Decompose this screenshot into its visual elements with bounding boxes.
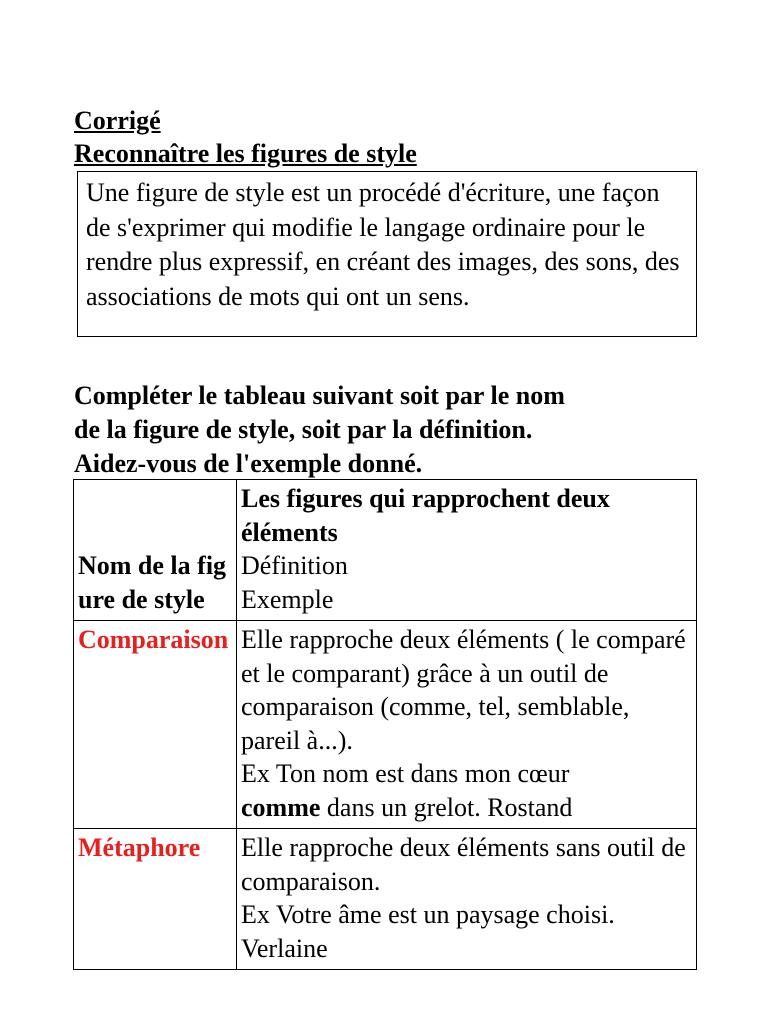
header-definition-label: Définition [241,551,348,580]
figure-definition: Elle rapproche deux éléments ( le comparé et le comparant) grâce à un outil de comparaison (comme, tel, semblable, pareil à...). [241,625,686,755]
instructions-line-3: Aidez-vous de l'exemple donné. [74,449,423,478]
example-keyword: comme [241,792,321,822]
header-group-title: Les figures qui rapprochent deux éléments [241,484,610,547]
header-name-label: Nom de la figure de style [78,551,227,614]
instructions-line-1: Compléter le tableau suivant soit par le nom [74,381,565,410]
page-title: Corrigé [74,106,161,135]
figure-example: Ex Votre âme est un paysage choisi. Verlaine [241,900,615,963]
instructions [74,379,714,481]
row-name-cell [74,621,237,829]
table-header-row [74,480,697,621]
table-row [74,621,697,829]
example-text-before: Ex Ton nom est dans mon cœur [241,759,570,788]
header-name-cell [74,480,237,621]
table-row [74,829,697,970]
row-definition-cell [237,829,697,970]
figure-name: Métaphore [78,833,201,862]
page-subtitle: Reconnaître les figures de style [74,139,417,168]
figure-definition: Elle rapproche deux éléments sans outil de comparaison. [241,833,686,896]
header-definition-cell [237,480,697,621]
header-example-label: Exemple [241,584,334,614]
row-definition-cell [237,621,697,829]
definition-box [77,171,697,337]
figure-name: Comparaison [78,625,229,654]
definition-text: Une figure de style est un procédé d'écriture, une façon de s'exprimer qui modifie le langage ordinaire pour le rendre plus expressif, en créant des images, des sons, des associations de mots qui ont un sens. [86,178,680,311]
figure-example [241,757,692,824]
example-text-after: dans un grelot. Rostand [320,792,573,822]
instructions-line-2: de la figure de style, soit par la définition. [74,415,533,444]
figures-table [73,479,697,970]
row-name-cell [74,829,237,970]
